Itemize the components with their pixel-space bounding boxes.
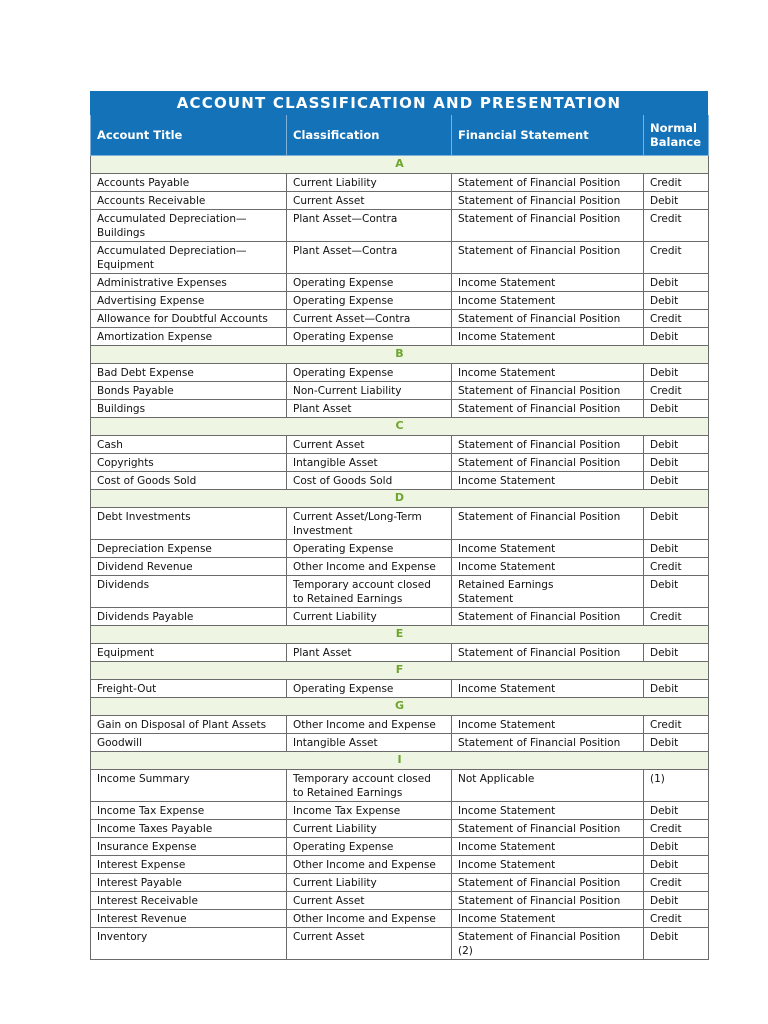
financial-statement-cell: Income Statement (452, 558, 644, 576)
financial-statement-cell: Income Statement (452, 540, 644, 558)
account-title-cell: Income Tax Expense (91, 802, 287, 820)
classification-cell: Current Asset (287, 192, 452, 210)
normal-balance-cell: Credit (644, 242, 709, 274)
financial-statement-cell: Income Statement (452, 364, 644, 382)
account-title-cell: Gain on Disposal of Plant Assets (91, 716, 287, 734)
normal-balance-cell: Debit (644, 436, 709, 454)
classification-cell: Current Asset/Long-Term Investment (287, 508, 452, 540)
financial-statement-cell: Retained Earnings Statement (452, 576, 644, 608)
classification-cell: Intangible Asset (287, 734, 452, 752)
account-title-cell: Depreciation Expense (91, 540, 287, 558)
normal-balance-cell: Credit (644, 210, 709, 242)
classification-cell: Current Asset—Contra (287, 310, 452, 328)
classification-cell: Plant Asset (287, 400, 452, 418)
table-row (91, 274, 709, 292)
section-row (91, 346, 709, 364)
normal-balance-cell: Credit (644, 608, 709, 626)
classification-cell: Operating Expense (287, 540, 452, 558)
account-title-cell: Bad Debt Expense (91, 364, 287, 382)
account-title-cell: Insurance Expense (91, 838, 287, 856)
financial-statement-cell: Statement of Financial Position (452, 174, 644, 192)
classification-cell: Operating Expense (287, 364, 452, 382)
account-title-cell: Income Taxes Payable (91, 820, 287, 838)
classification-cell: Non-Current Liability (287, 382, 452, 400)
normal-balance-cell: Debit (644, 328, 709, 346)
classification-cell: Other Income and Expense (287, 716, 452, 734)
normal-balance-cell: Credit (644, 558, 709, 576)
classification-cell: Plant Asset—Contra (287, 210, 452, 242)
account-title-cell: Bonds Payable (91, 382, 287, 400)
financial-statement-cell: Statement of Financial Position (452, 508, 644, 540)
classification-cell: Current Liability (287, 874, 452, 892)
financial-statement-cell: Statement of Financial Position (452, 454, 644, 472)
section-letter: D (91, 490, 709, 508)
normal-balance-cell: Debit (644, 838, 709, 856)
account-title-cell: Inventory (91, 928, 287, 960)
classification-cell: Current Liability (287, 608, 452, 626)
account-title-cell: Interest Expense (91, 856, 287, 874)
account-title-cell: Accounts Receivable (91, 192, 287, 210)
col-header-classification: Classification (287, 115, 452, 156)
section-row (91, 662, 709, 680)
account-title-cell: Dividends Payable (91, 608, 287, 626)
table-row (91, 210, 709, 242)
account-title-cell: Income Summary (91, 770, 287, 802)
normal-balance-cell: Credit (644, 382, 709, 400)
table-row (91, 608, 709, 626)
section-row (91, 156, 709, 174)
account-title-cell: Allowance for Doubtful Accounts (91, 310, 287, 328)
account-title-cell: Interest Payable (91, 874, 287, 892)
section-row (91, 490, 709, 508)
normal-balance-cell: Credit (644, 310, 709, 328)
table-row (91, 910, 709, 928)
classification-cell: Operating Expense (287, 274, 452, 292)
normal-balance-cell: Debit (644, 192, 709, 210)
table-row (91, 770, 709, 802)
financial-statement-cell: Statement of Financial Position (452, 608, 644, 626)
table-row (91, 364, 709, 382)
classification-cell: Cost of Goods Sold (287, 472, 452, 490)
financial-statement-cell: Statement of Financial Position (452, 892, 644, 910)
normal-balance-cell: Debit (644, 734, 709, 752)
classification-cell: Other Income and Expense (287, 856, 452, 874)
financial-statement-cell: Statement of Financial Position (452, 400, 644, 418)
table-row (91, 856, 709, 874)
section-letter: G (91, 698, 709, 716)
account-classification-table-sheet (90, 91, 708, 960)
table-row (91, 928, 709, 960)
section-letter: C (91, 418, 709, 436)
section-letter: F (91, 662, 709, 680)
table-row (91, 242, 709, 274)
financial-statement-cell: Not Applicable (452, 770, 644, 802)
table-row (91, 680, 709, 698)
account-title-cell: Copyrights (91, 454, 287, 472)
table-row (91, 874, 709, 892)
normal-balance-cell: Debit (644, 400, 709, 418)
account-title-cell: Equipment (91, 644, 287, 662)
classification-cell: Operating Expense (287, 292, 452, 310)
financial-statement-cell: Statement of Financial Position (2) (452, 928, 644, 960)
account-table (90, 115, 709, 960)
normal-balance-cell: Debit (644, 644, 709, 662)
financial-statement-cell: Statement of Financial Position (452, 874, 644, 892)
normal-balance-cell: Debit (644, 576, 709, 608)
classification-cell: Other Income and Expense (287, 558, 452, 576)
account-title-cell: Accumulated Depreciation— Equipment (91, 242, 287, 274)
normal-balance-cell: (1) (644, 770, 709, 802)
classification-cell: Current Asset (287, 892, 452, 910)
normal-balance-cell: Debit (644, 856, 709, 874)
normal-balance-cell: Debit (644, 680, 709, 698)
account-title-cell: Dividend Revenue (91, 558, 287, 576)
table-row (91, 292, 709, 310)
col-header-account-title: Account Title (91, 115, 287, 156)
account-title-cell: Interest Receivable (91, 892, 287, 910)
normal-balance-cell: Credit (644, 874, 709, 892)
table-row (91, 820, 709, 838)
normal-balance-cell: Debit (644, 928, 709, 960)
table-body (91, 156, 709, 960)
section-letter: A (91, 156, 709, 174)
financial-statement-cell: Income Statement (452, 838, 644, 856)
table-row (91, 174, 709, 192)
financial-statement-cell: Statement of Financial Position (452, 820, 644, 838)
financial-statement-cell: Income Statement (452, 472, 644, 490)
classification-cell: Current Liability (287, 820, 452, 838)
table-row (91, 436, 709, 454)
section-row (91, 418, 709, 436)
normal-balance-cell: Debit (644, 454, 709, 472)
section-letter: E (91, 626, 709, 644)
financial-statement-cell: Statement of Financial Position (452, 310, 644, 328)
financial-statement-cell: Statement of Financial Position (452, 382, 644, 400)
classification-cell: Plant Asset—Contra (287, 242, 452, 274)
normal-balance-cell: Debit (644, 802, 709, 820)
table-row (91, 454, 709, 472)
account-title-cell: Interest Revenue (91, 910, 287, 928)
account-title-cell: Cost of Goods Sold (91, 472, 287, 490)
account-title-cell: Accounts Payable (91, 174, 287, 192)
table-row (91, 400, 709, 418)
col-header-normal-balance: Normal Balance (644, 115, 709, 156)
account-title-cell: Goodwill (91, 734, 287, 752)
financial-statement-cell: Income Statement (452, 328, 644, 346)
col-header-financial-statement: Financial Statement (452, 115, 644, 156)
header-row (91, 115, 709, 156)
classification-cell: Plant Asset (287, 644, 452, 662)
table-row (91, 892, 709, 910)
table-row (91, 540, 709, 558)
normal-balance-cell: Debit (644, 364, 709, 382)
financial-statement-cell: Statement of Financial Position (452, 644, 644, 662)
account-title-cell: Advertising Expense (91, 292, 287, 310)
financial-statement-cell: Income Statement (452, 274, 644, 292)
table-row (91, 802, 709, 820)
financial-statement-cell: Income Statement (452, 910, 644, 928)
account-title-cell: Cash (91, 436, 287, 454)
normal-balance-cell: Credit (644, 174, 709, 192)
financial-statement-cell: Income Statement (452, 680, 644, 698)
classification-cell: Operating Expense (287, 680, 452, 698)
table-row (91, 310, 709, 328)
financial-statement-cell: Income Statement (452, 802, 644, 820)
normal-balance-cell: Credit (644, 910, 709, 928)
financial-statement-cell: Statement of Financial Position (452, 242, 644, 274)
classification-cell: Temporary account closed to Retained Earnings (287, 770, 452, 802)
normal-balance-cell: Debit (644, 274, 709, 292)
account-title-cell: Accumulated Depreciation— Buildings (91, 210, 287, 242)
table-row (91, 644, 709, 662)
table-row (91, 734, 709, 752)
financial-statement-cell: Statement of Financial Position (452, 192, 644, 210)
table-row (91, 838, 709, 856)
table-row (91, 576, 709, 608)
classification-cell: Operating Expense (287, 838, 452, 856)
financial-statement-cell: Income Statement (452, 292, 644, 310)
classification-cell: Income Tax Expense (287, 802, 452, 820)
financial-statement-cell: Income Statement (452, 856, 644, 874)
section-row (91, 626, 709, 644)
account-title-cell: Administrative Expenses (91, 274, 287, 292)
normal-balance-cell: Debit (644, 472, 709, 490)
table-row (91, 558, 709, 576)
table-row (91, 716, 709, 734)
classification-cell: Temporary account closed to Retained Earnings (287, 576, 452, 608)
table-row (91, 328, 709, 346)
financial-statement-cell: Statement of Financial Position (452, 436, 644, 454)
financial-statement-cell: Statement of Financial Position (452, 210, 644, 242)
normal-balance-cell: Credit (644, 716, 709, 734)
classification-cell: Current Asset (287, 928, 452, 960)
normal-balance-cell: Debit (644, 292, 709, 310)
table-row (91, 192, 709, 210)
normal-balance-cell: Debit (644, 892, 709, 910)
section-row (91, 752, 709, 770)
account-title-cell: Freight-Out (91, 680, 287, 698)
normal-balance-cell: Credit (644, 820, 709, 838)
financial-statement-cell: Income Statement (452, 716, 644, 734)
table-row (91, 472, 709, 490)
section-row (91, 698, 709, 716)
classification-cell: Current Asset (287, 436, 452, 454)
classification-cell: Operating Expense (287, 328, 452, 346)
account-title-cell: Amortization Expense (91, 328, 287, 346)
table-row (91, 508, 709, 540)
account-title-cell: Dividends (91, 576, 287, 608)
section-letter: I (91, 752, 709, 770)
classification-cell: Current Liability (287, 174, 452, 192)
section-letter: B (91, 346, 709, 364)
normal-balance-cell: Debit (644, 540, 709, 558)
table-row (91, 382, 709, 400)
account-title-cell: Debt Investments (91, 508, 287, 540)
classification-cell: Intangible Asset (287, 454, 452, 472)
normal-balance-cell: Debit (644, 508, 709, 540)
account-title-cell: Buildings (91, 400, 287, 418)
table-title: ACCOUNT CLASSIFICATION AND PRESENTATION (90, 91, 708, 115)
financial-statement-cell: Statement of Financial Position (452, 734, 644, 752)
classification-cell: Other Income and Expense (287, 910, 452, 928)
